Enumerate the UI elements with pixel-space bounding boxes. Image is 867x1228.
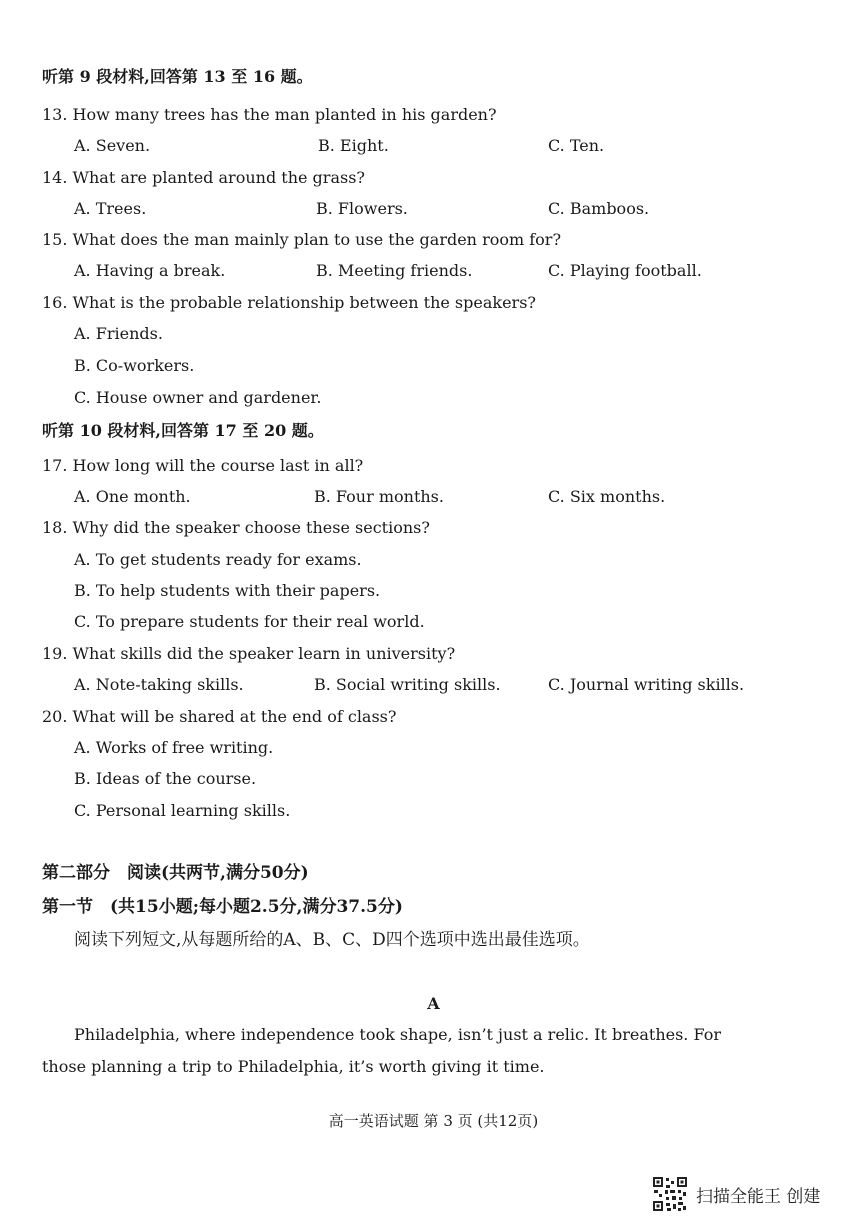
section-10-header: 听第 10 段材料,回答第 17 至 20 题。 [42,421,324,440]
q13-option-c: C. Ten. [548,136,605,155]
question-16: 16. What is the probable relationship between the speakers? [42,293,536,312]
q15-option-b: B. Meeting friends. [316,261,473,280]
question-14: 14. What are planted around the grass? [42,168,365,187]
q16-option-c: C. House owner and gardener. [74,388,322,407]
part-2-title: 第二部分 阅读(共两节,满分50分) [42,863,309,883]
scanner-watermark [652,1176,820,1212]
q16-option-a: A. Friends. [74,324,163,343]
q18-option-b: B. To help students with their papers. [74,581,381,600]
page-footer: 高一英语试题 第 3 页 (共12页) [328,1112,539,1130]
question-17: 17. How long will the course last in all? [42,456,364,475]
q19-option-b: B. Social writing skills. [314,675,501,694]
q15-option-c: C. Playing football. [548,261,702,280]
q17-option-a: A. One month. [74,487,191,506]
passage-line-2: those planning a trip to Philadelphia, it’s worth giving it time. [42,1057,545,1076]
q17-option-b: B. Four months. [314,487,444,506]
question-18: 18. Why did the speaker choose these sections? [42,518,430,537]
q17-option-c: C. Six months. [548,487,666,506]
question-19: 19. What skills did the speaker learn in university? [42,644,456,663]
q13-option-a: A. Seven. [74,136,151,155]
section-9-header: 听第 9 段材料,回答第 13 至 16 题。 [42,67,313,86]
q16-option-b: B. Co-workers. [74,356,195,375]
q18-option-a: A. To get students ready for exams. [74,550,362,569]
q15-option-a: A. Having a break. [74,261,226,280]
q14-option-c: C. Bamboos. [548,199,650,218]
q14-option-a: A. Trees. [74,199,147,218]
watermark-text: 扫描全能王 创建 [696,1186,821,1207]
section-1-title: 第一节 (共15小题;每小题2.5分,满分37.5分) [42,897,403,917]
q20-option-b: B. Ideas of the course. [74,769,257,788]
q18-option-c: C. To prepare students for their real world. [74,612,425,631]
question-20: 20. What will be shared at the end of class? [42,707,397,726]
q14-option-b: B. Flowers. [316,199,408,218]
passage-label: A [427,994,440,1013]
q20-option-c: C. Personal learning skills. [74,801,291,820]
question-13: 13. How many trees has the man planted in his garden? [42,105,497,124]
q13-option-b: B. Eight. [318,136,389,155]
q19-option-a: A. Note-taking skills. [74,675,244,694]
qr-code-icon [652,1176,688,1212]
q19-option-c: C. Journal writing skills. [548,675,745,694]
section-1-instructions: 阅读下列短文,从每题所给的A、B、C、D四个选项中选出最佳选项。 [74,930,590,950]
passage-line-1: Philadelphia, where independence took shape, isn’t just a relic. It breathes. For [74,1025,721,1044]
question-15: 15. What does the man mainly plan to use the garden room for? [42,230,562,249]
q20-option-a: A. Works of free writing. [74,738,274,757]
